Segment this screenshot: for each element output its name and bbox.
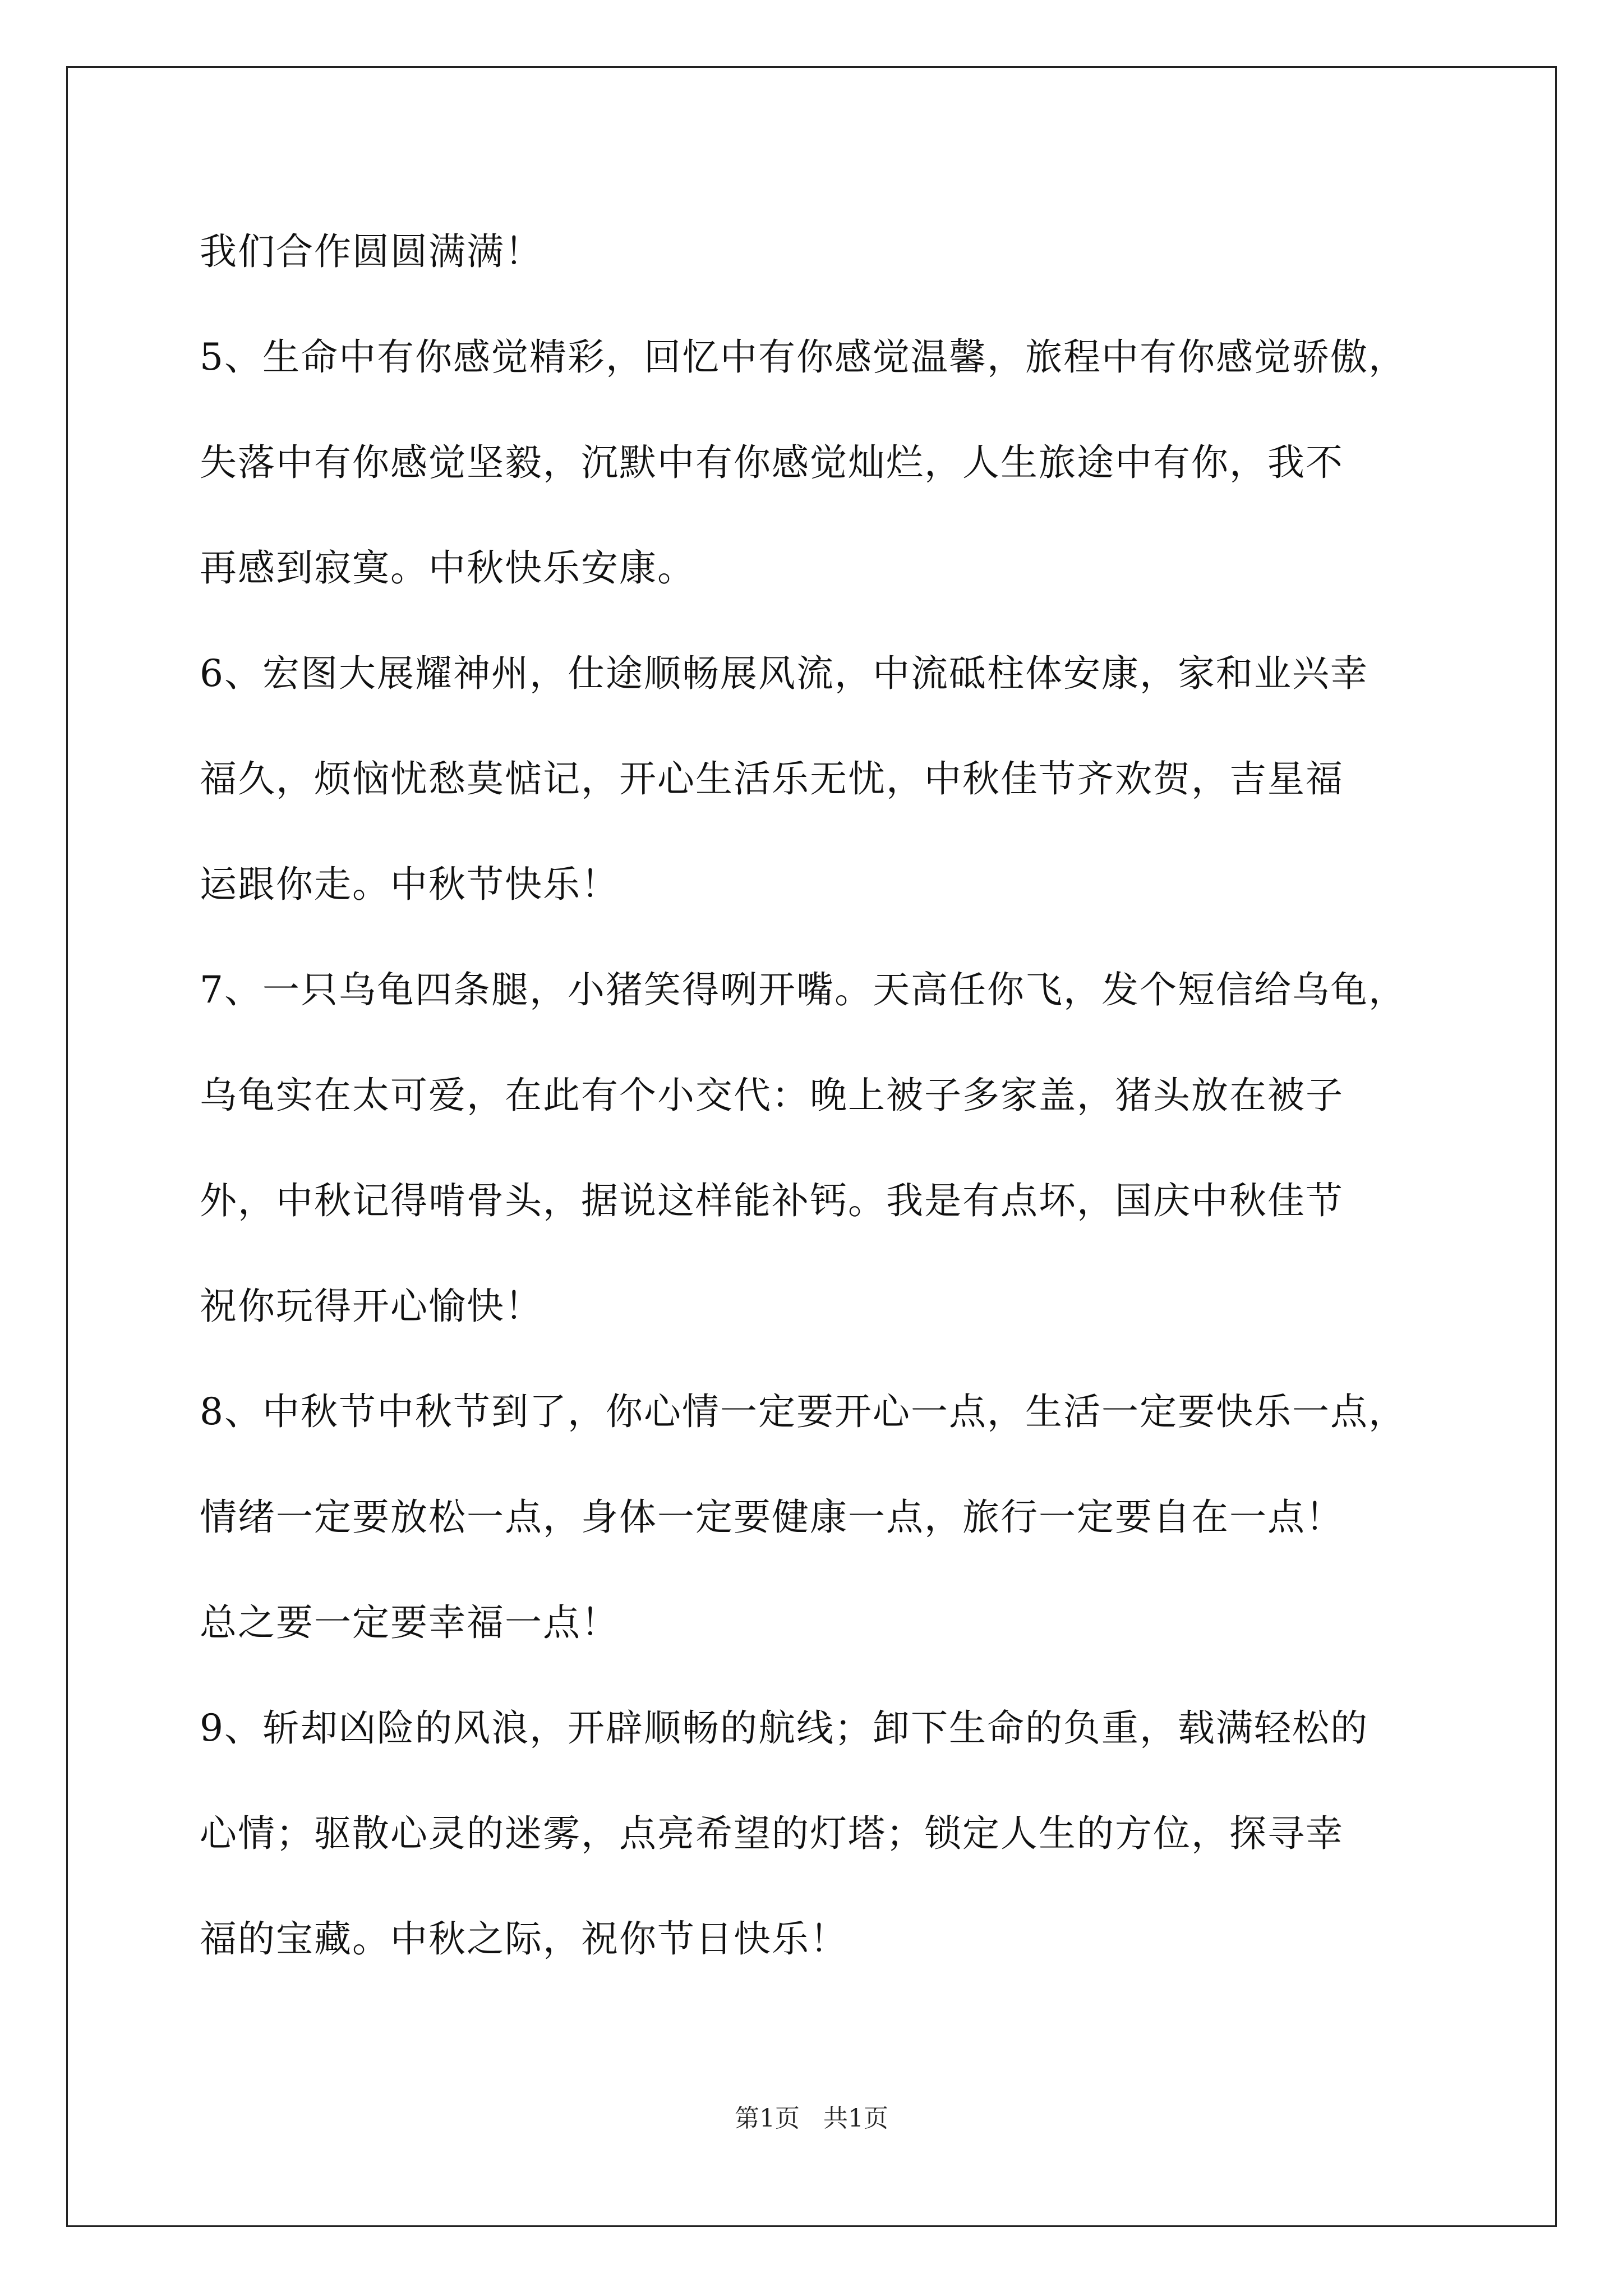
text-line: 乌龟实在太可爱，在此有个小交代：晚上被子多家盖，猪头放在被子 <box>200 1074 1344 1117</box>
text-line: 8、中秋节中秋节到了，你心情一定要开心一点，生活一定要快乐一点， <box>200 1390 1407 1433</box>
text-line: 运跟你走。中秋节快乐！ <box>200 863 619 906</box>
text-line: 再感到寂寞。中秋快乐安康。 <box>200 546 695 590</box>
text-line: 祝你玩得开心愉快！ <box>200 1285 543 1328</box>
text-line: 外，中秋记得啃骨头，据说这样能补钙。我是有点坏，国庆中秋佳节 <box>200 1179 1344 1222</box>
page-number: 第1页 <box>735 2104 800 2133</box>
text-line: 失落中有你感觉坚毅，沉默中有你感觉灿烂，人生旅途中有你，我不 <box>200 441 1344 484</box>
text-line: 5、生命中有你感觉精彩，回忆中有你感觉温馨，旅程中有你感觉骄傲， <box>200 335 1407 379</box>
text-line: 我们合作圆圆满满！ <box>200 230 543 273</box>
text-line: 福久，烦恼忧愁莫惦记，开心生活乐无忧，中秋佳节齐欢贺，吉星福 <box>200 757 1344 800</box>
text-line: 7、一只乌龟四条腿，小猪笑得咧开嘴。天高任你飞，发个短信给乌龟， <box>200 968 1407 1011</box>
text-line: 情绪一定要放松一点，身体一定要健康一点，旅行一定要自在一点！ <box>200 1496 1344 1539</box>
page-total: 共1页 <box>823 2104 888 2133</box>
document-body <box>200 215 1490 2008</box>
text-line: 6、宏图大展耀神州，仕途顺畅展风流，中流砥柱体安康，家和业兴幸 <box>200 652 1368 695</box>
page-footer <box>0 2098 1623 2134</box>
text-line: 总之要一定要幸福一点！ <box>200 1601 619 1644</box>
text-line: 心情；驱散心灵的迷雾，点亮希望的灯塔；锁定人生的方位，探寻幸 <box>200 1812 1344 1855</box>
text-line: 9、斩却凶险的风浪，开辟顺畅的航线；卸下生命的负重，载满轻松的 <box>200 1706 1368 1750</box>
text-line: 福的宝藏。中秋之际，祝你节日快乐！ <box>200 1917 848 1961</box>
